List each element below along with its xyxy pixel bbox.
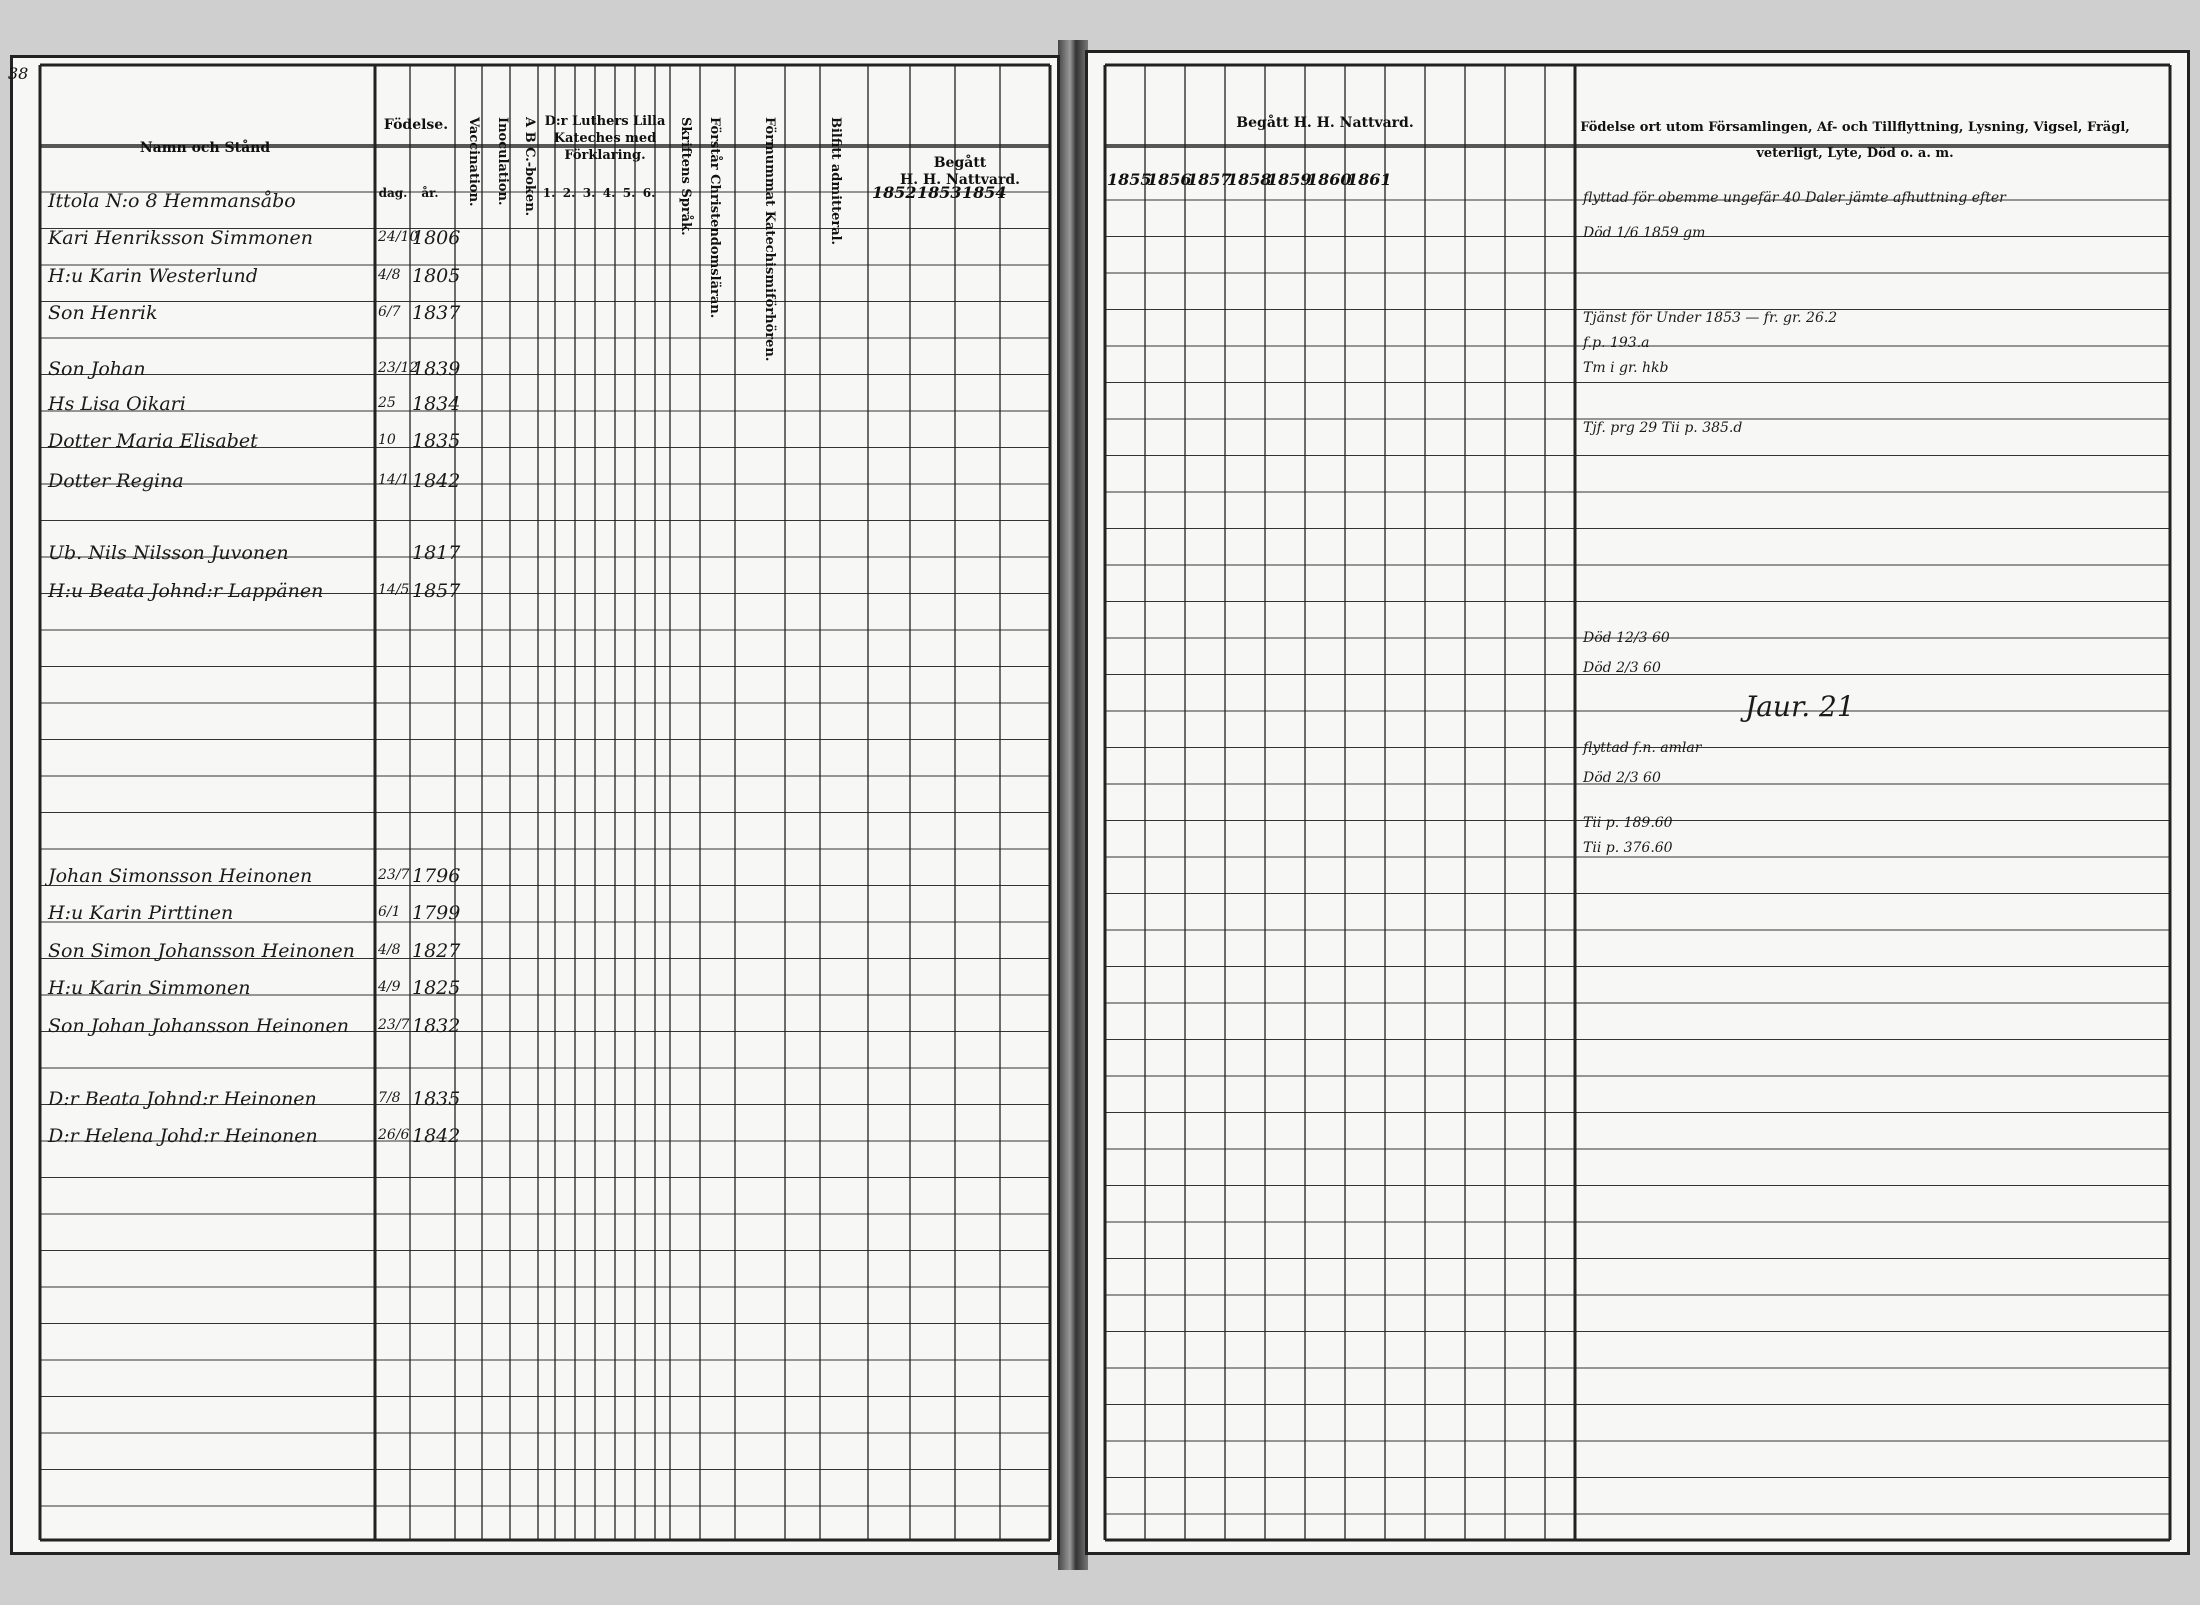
remark-text: Jaur. 21 [1745,690,1855,723]
entry-birth-day: 26/6 [378,1127,410,1143]
entry-name: Son Simon Johansson Heinonen [48,940,355,962]
entry-name: H:u Karin Pirttinen [48,902,234,924]
header-day: dag. [378,186,408,200]
entry-birth-year: 1834 [412,393,461,415]
header-inoculation: Inoculation. [495,117,510,206]
entry-birth-day: 23/7 [378,867,410,883]
entry-birth-year: 1835 [412,430,461,452]
entry-birth-day: 24/10 [378,229,419,245]
remark-text: Tii p. 376.60 [1583,840,1673,856]
year-1855: 1855 [1107,170,1152,189]
entry-birth-year: 1806 [412,227,461,249]
catechism-col-6: 6. [642,186,656,200]
entry-name: H:u Karin Westerlund [48,265,258,287]
entry-birth-year: 1835 [412,1088,461,1110]
header-writing: Skriftens Språk. [678,117,693,236]
header-catechism: D:r Luthers Lilla Kateches med Förklaring. [544,114,666,163]
header-catechist: Förmummat Katechismiförhören. [762,117,777,362]
entry-birth-day: 14/1 [378,472,410,488]
entry-name: H:u Beata Johnd:r Lappänen [48,580,324,602]
remark-text: flyttad för obemme ungefär 40 Daler jämte afhuttning efter [1583,190,2006,206]
year-1858: 1858 [1227,170,1272,189]
catechism-col-3: 3. [582,186,596,200]
book-spine [1058,40,1088,1570]
year-1860: 1860 [1307,170,1352,189]
entry-birth-year: 1796 [412,865,461,887]
year-1861: 1861 [1347,170,1392,189]
entry-birth-year: 1805 [412,265,461,287]
entry-birth-year: 1799 [412,902,461,924]
remark-text: Tjf. prg 29 Tii p. 385.d [1583,420,1743,436]
entry-name: Dotter Maria Elisabet [48,430,258,452]
remark-text: Tm i gr. hkb [1583,360,1669,376]
entry-birth-day: 4/9 [378,979,401,995]
right-ruling [1085,50,2190,1555]
entry-birth-year: 1832 [412,1015,461,1037]
entry-birth-year: 1817 [412,542,461,564]
entry-name: Dotter Regina [48,470,184,492]
header-remarks: Födelse ort utom Församlingen, Af- och Tillflyttning, Lysning, Vigsel, Frägl, veterligt, Lyte, Död o. a. m. [1580,120,2130,161]
header-abc-book: A B C.-boken. [522,117,537,217]
year-1856: 1856 [1147,170,1192,189]
remark-text: Död 2/3 60 [1583,770,1661,786]
entry-birth-day: 4/8 [378,267,401,283]
header-christendom: Förstår Christendomsläran. [707,117,722,319]
entry-birth-day: 25 [378,395,396,411]
remark-text: Död 12/3 60 [1583,630,1670,646]
entry-name: Son Johan Johansson Heinonen [48,1015,349,1037]
entry-birth-day: 23/12 [378,360,419,376]
left-page [10,55,1060,1555]
remark-text: Död 1/6 1859 gm [1583,225,1706,241]
year-1854: 1854 [962,183,1007,202]
year-1852: 1852 [872,183,917,202]
header-admitted: Bilfitt admitteral. [828,117,843,246]
entry-name: Ittola N:o 8 Hemmansåbo [48,190,296,212]
catechism-col-4: 4. [602,186,616,200]
entry-birth-day: 4/8 [378,942,401,958]
entry-name: Kari Henriksson Simmonen [48,227,313,249]
header-year: år. [421,186,439,200]
year-1859: 1859 [1267,170,1312,189]
entry-name: Johan Simonsson Heinonen [48,865,313,887]
remark-text: Tjänst för Under 1853 — fr. gr. 26.2 [1583,310,1838,326]
entry-birth-year: 1842 [412,1125,461,1147]
catechism-col-5: 5. [622,186,636,200]
entry-birth-year: 1825 [412,977,461,999]
page-number: 38 [8,64,29,83]
remark-text: f.p. 193.a [1583,335,1650,351]
remark-text: Död 2/3 60 [1583,660,1661,676]
header-vaccination: Vaccination. [466,117,481,207]
entry-birth-year: 1827 [412,940,461,962]
entry-birth-day: 14/5 [378,582,410,598]
entry-birth-day: 6/7 [378,304,401,320]
catechism-col-1: 1. [542,186,556,200]
entry-birth-year: 1842 [412,470,461,492]
entry-name: Ub. Nils Nilsson Juvonen [48,542,289,564]
header-communion-left: Begått H. H. Nattvard. [900,155,1020,188]
entry-birth-day: 6/1 [378,904,401,920]
entry-name: D:r Helena Johd:r Heinonen [48,1125,318,1147]
year-1853: 1853 [917,183,962,202]
remark-text: Tii p. 189.60 [1583,815,1673,831]
catechism-col-2: 2. [562,186,576,200]
entry-name: Hs Lisa Oikari [48,393,186,415]
entry-birth-year: 1857 [412,580,461,602]
entry-name: Son Henrik [48,302,158,324]
entry-birth-year: 1837 [412,302,461,324]
entry-name: D:r Beata Johnd:r Heinonen [48,1088,317,1110]
entry-name: H:u Karin Simmonen [48,977,251,999]
remark-text: flyttad f.n. amlar [1583,740,1702,756]
header-name-and-status: Namn och Stånd [139,140,271,156]
header-birth: Födelse. [383,117,449,133]
entry-birth-day: 10 [378,432,396,448]
right-page [1085,50,2190,1555]
header-communion-right: Begått H. H. Nattvard. [1236,115,1414,131]
entry-birth-day: 23/7 [378,1017,410,1033]
year-1857: 1857 [1187,170,1232,189]
entry-name: Son Johan [48,358,146,380]
entry-birth-year: 1839 [412,358,461,380]
entry-birth-day: 7/8 [378,1090,401,1106]
